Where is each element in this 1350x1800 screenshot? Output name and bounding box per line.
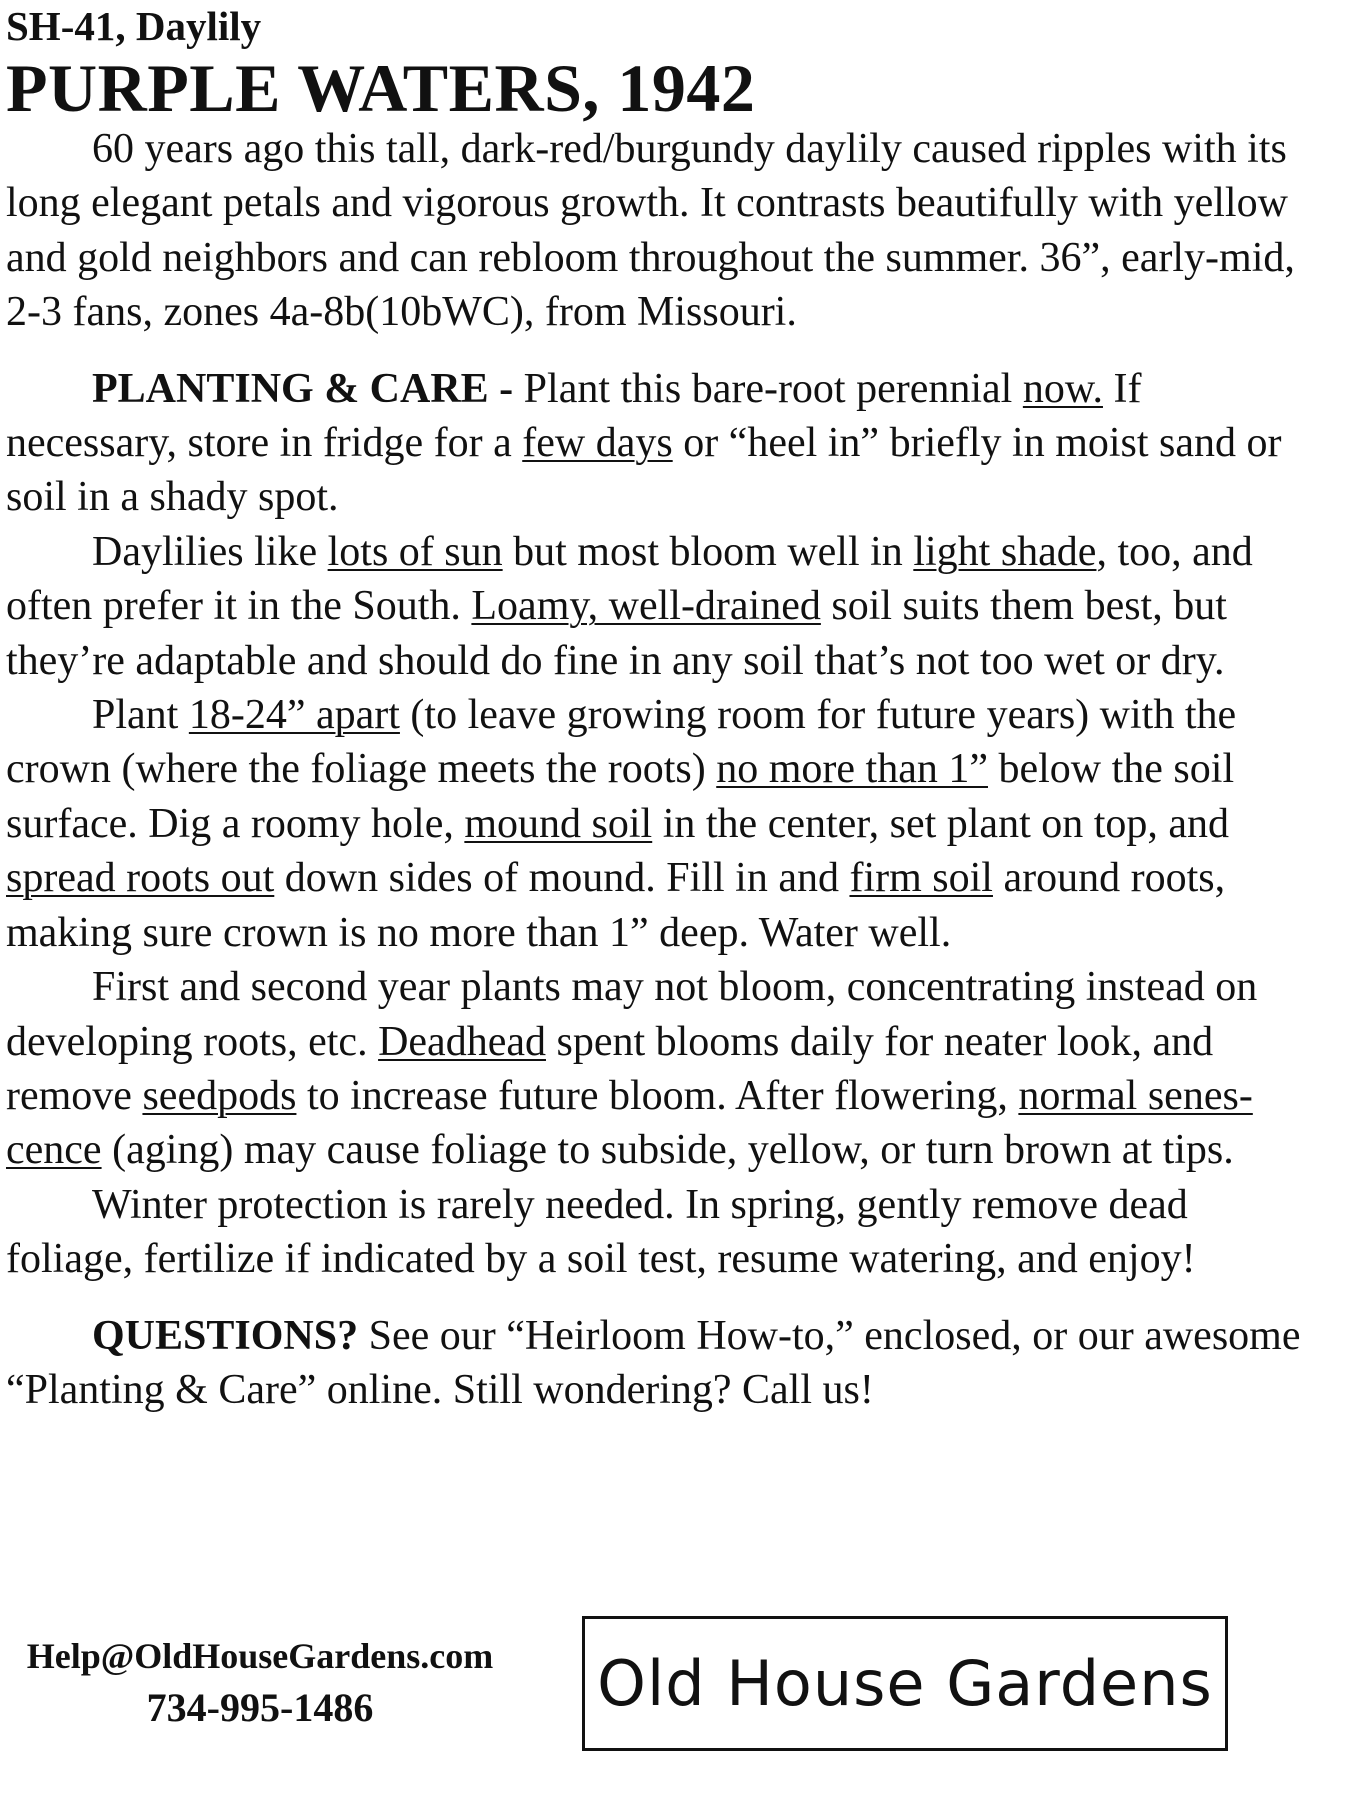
logo xyxy=(582,1616,1228,1751)
underlined-text: normal senes- xyxy=(1018,1072,1253,1119)
text-run: If necessary, store in fridge for a xyxy=(6,365,1142,467)
text-run: , too, and often prefer it in the South. xyxy=(6,528,1253,630)
text-run: in the center, set plant on top, and xyxy=(652,800,1230,847)
underlined-text: no more than 1” xyxy=(716,746,988,793)
text-run: or “heel in” briefly in moist sand or soil in a shady spot. xyxy=(6,420,1282,521)
text-run: to increase future bloom. After flowering, xyxy=(296,1072,1019,1119)
planting-heading: PLANTING & CARE - xyxy=(92,365,524,412)
product-code: SH-41, Daylily xyxy=(6,3,262,49)
winter-paragraph: Winter protection is rarely needed. In spring, gently remove dead foliage, fertilize if indicated by a soil test, resume watering, and enjoy! xyxy=(6,1181,1196,1283)
text-run: Plant this bare-root perennial xyxy=(523,365,1023,412)
underlined-text: now. xyxy=(1022,365,1103,412)
text-run: Daylilies like xyxy=(92,528,328,575)
spacing-paragraph xyxy=(6,688,1306,960)
underlined-text: firm soil xyxy=(849,855,993,902)
text-run: but most bloom well in xyxy=(502,528,914,575)
text-run: (to leave growing room for future years) with the crown (where the foliage meets the roots) xyxy=(6,692,1237,793)
text-run: below the soil surface. Dig a roomy hole, xyxy=(6,746,1235,847)
questions-heading: QUESTIONS? xyxy=(92,1312,359,1359)
text-run: down sides of mound. Fill in and xyxy=(274,855,850,902)
sun-paragraph xyxy=(6,525,1306,688)
instruction-sheet xyxy=(6,0,1306,1417)
underlined-text: Deadhead xyxy=(378,1018,546,1065)
underlined-text: spread roots out xyxy=(6,855,275,902)
contact-email: Help@OldHouseGardens.com xyxy=(26,1636,494,1676)
contact-phone: 734-995-1486 xyxy=(146,1685,374,1730)
text-run: around roots, making sure crown is no more than 1” deep. Water well. xyxy=(6,855,1226,956)
text-run: Plant xyxy=(92,692,189,739)
contact-block xyxy=(0,1630,520,1734)
planting-paragraph xyxy=(6,362,1306,525)
text-run: See our “Heirloom How-to,” enclosed, or our awesome “Planting & Care” online. Still wondering? Call us! xyxy=(6,1312,1301,1413)
page-title: PURPLE WATERS, 1942 xyxy=(6,50,756,126)
underlined-text: light shade xyxy=(913,528,1097,575)
text-run: spent blooms daily for neater look, and remove xyxy=(6,1018,1214,1119)
underlined-text: Loamy, well-drained xyxy=(471,583,821,630)
questions-paragraph xyxy=(6,1309,1306,1418)
underlined-text: mound soil xyxy=(464,800,653,847)
text-run: (aging) may cause foliage to subside, yellow, or turn brown at tips. xyxy=(101,1127,1234,1174)
text-run: First and second year plants may not bloom, concentrating instead on developing roots, etc. xyxy=(6,964,1258,1065)
underlined-text: 18-24” apart xyxy=(188,692,400,739)
underlined-text: cence xyxy=(6,1127,102,1174)
bloom-paragraph xyxy=(6,960,1306,1178)
logo-text: Old House Gardens xyxy=(597,1647,1213,1720)
intro-paragraph: 60 years ago this tall, dark-red/burgundy daylily caused ripples with its long elegant petals and vigorous growth. It contrasts beautifully with yellow and gold neighbors and can rebloom throughout the summer. 36”, early-mid, 2-3 fans, zones 4a-8b(10bWC), from Missouri. xyxy=(6,126,1295,336)
text-run: soil suits them best, but they’re adaptable and should do fine in any soil that’s not too wet or dry. xyxy=(6,583,1227,684)
underlined-text: seedpods xyxy=(142,1072,297,1119)
underlined-text: few days xyxy=(522,420,673,467)
underlined-text: lots of sun xyxy=(327,528,503,575)
